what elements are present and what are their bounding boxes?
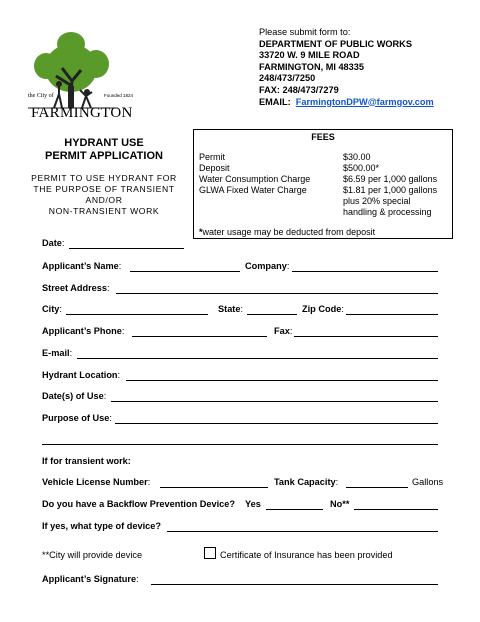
company-label: Company:	[245, 261, 290, 271]
signature-label: Applicant’s Signature:	[42, 574, 139, 584]
hydrant-location-field[interactable]	[126, 380, 438, 381]
fee-label-water: Water Consumption Charge	[199, 174, 311, 184]
device-type-label: If yes, what type of device?	[42, 521, 161, 531]
purpose-label: Purpose of Use:	[42, 413, 112, 423]
submit-intro: Please submit form to:	[259, 27, 351, 37]
fee-value-glwa: $1.81 per 1,000 gallons	[343, 185, 438, 195]
date-field[interactable]	[69, 248, 184, 249]
title-line-1: HYDRANT USE	[64, 137, 144, 149]
subtitle-line-1: PERMIT TO USE HYDRANT FOR	[31, 173, 177, 183]
gallons-label: Gallons	[412, 477, 444, 487]
state-field[interactable]	[247, 314, 297, 315]
fee-value-water: $6.59 per 1,000 gallons	[343, 174, 438, 184]
fee-label-glwa: GLWA Fixed Water Charge	[199, 185, 307, 195]
subtitle-line-4: NON-TRANSIENT WORK	[48, 206, 160, 216]
applicant-name-field[interactable]	[130, 271, 240, 272]
submit-fax: FAX: 248/473/7279	[259, 84, 339, 95]
transient-heading: If for transient work:	[42, 456, 131, 466]
fax-field[interactable]	[294, 336, 438, 337]
fee-extra-2: handling & processing	[343, 207, 432, 217]
phone-field[interactable]	[132, 336, 267, 337]
fees-note-text: water usage may be deducted from deposit	[202, 227, 376, 237]
insurance-label: Certificate of Insurance has been provided	[220, 550, 393, 560]
state-label: State:	[218, 304, 244, 314]
device-type-field[interactable]	[167, 531, 438, 532]
vehicle-license-label: Vehicle License Number:	[42, 477, 151, 487]
backflow-no-field[interactable]	[354, 509, 438, 510]
insurance-checkbox[interactable]	[204, 547, 216, 559]
logo-city-name: FARMINGTON	[31, 105, 133, 121]
backflow-question: Do you have a Backflow Prevention Device?	[42, 499, 236, 509]
city-note: **City will provide device	[42, 550, 143, 560]
purpose-field-2[interactable]	[42, 444, 438, 445]
dates-of-use-label: Date(s) of Use:	[42, 391, 107, 401]
fees-header: FEES	[311, 132, 335, 142]
city-logo	[26, 26, 166, 126]
tank-capacity-field[interactable]	[346, 487, 408, 488]
backflow-no-label: No**	[330, 499, 350, 509]
city-field[interactable]	[66, 314, 208, 315]
logo-city-of: the City of	[28, 93, 54, 99]
date-label: Date:	[42, 238, 65, 248]
email-link[interactable]: FarmingtonDPW@farmgov.com	[295, 96, 434, 107]
fees-box	[193, 129, 453, 239]
backflow-yes-field[interactable]	[266, 509, 323, 510]
tank-capacity-label: Tank Capacity:	[274, 477, 339, 487]
fees-note-star: *	[199, 227, 203, 237]
fee-value-deposit: $500.00*	[343, 163, 380, 173]
fee-label-permit: Permit	[199, 152, 226, 162]
submit-info	[259, 27, 434, 108]
submit-street: 33720 W. 9 MILE ROAD	[259, 50, 360, 61]
backflow-yes-label: Yes	[245, 499, 261, 509]
fees-note	[199, 227, 375, 237]
submit-email-label: EMAIL:	[259, 96, 291, 107]
submit-phone: 248/473/7250	[259, 73, 316, 84]
phone-label: Applicant’s Phone:	[42, 326, 125, 336]
street-field[interactable]	[116, 293, 438, 294]
subtitle-line-3: AND/OR	[85, 195, 123, 205]
zip-field[interactable]	[346, 314, 438, 315]
fee-label-deposit: Deposit	[199, 163, 230, 173]
applicant-name-label: Applicant’s Name:	[42, 261, 122, 271]
company-field[interactable]	[292, 271, 438, 272]
city-label: City:	[42, 304, 62, 314]
title-line-2: PERMIT APPLICATION	[45, 150, 163, 162]
vehicle-license-field[interactable]	[160, 487, 268, 488]
email-field[interactable]	[77, 358, 438, 359]
logo-founded: Founded 1824	[104, 93, 134, 98]
street-label: Street Address:	[42, 283, 110, 293]
submit-city: FARMINGTON, MI 48335	[259, 61, 365, 72]
fee-extra-1: plus 20% special	[343, 196, 411, 206]
submit-dept: DEPARTMENT OF PUBLIC WORKS	[259, 38, 412, 49]
fee-value-permit: $30.00	[343, 152, 371, 162]
hydrant-location-label: Hydrant Location:	[42, 370, 121, 380]
signature-field[interactable]	[151, 584, 438, 585]
purpose-field[interactable]	[115, 423, 438, 424]
fax-label: Fax:	[274, 326, 293, 336]
dates-of-use-field[interactable]	[111, 401, 438, 402]
zip-label: Zip Code:	[302, 304, 344, 314]
email-label: E-mail:	[42, 348, 73, 358]
subtitle-line-2: THE PURPOSE OF TRANSIENT	[33, 184, 175, 194]
